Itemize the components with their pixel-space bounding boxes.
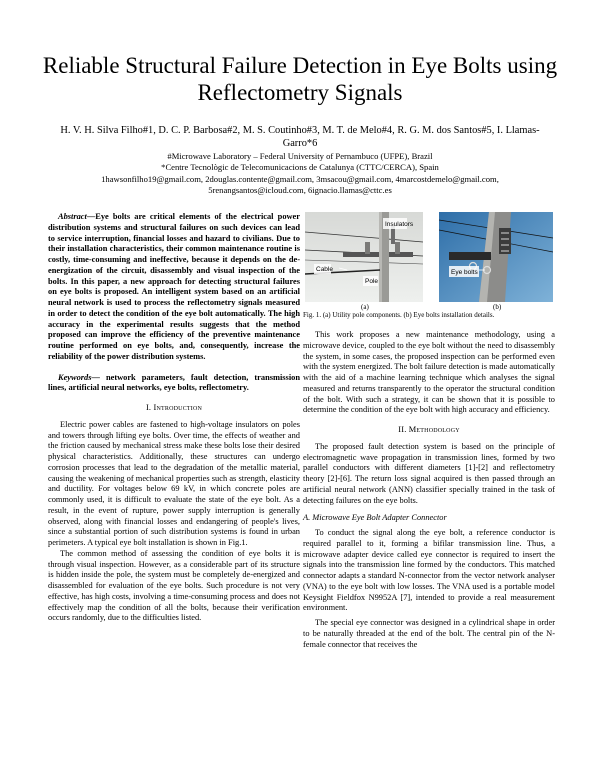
section-heading-introduction: I. Introduction (145, 403, 203, 412)
panel-label-a: (a) (361, 303, 369, 311)
left-column (48, 212, 300, 624)
affiliation-line: *Centre Tecnològic de Telecomunicacions de Catalunya (CTTC/CERCA), Spain (161, 162, 439, 173)
label-eye-bolts: Eye bolts (451, 269, 478, 276)
subsection-heading: A. Microwave Eye Bolt Adapter Connector (303, 513, 447, 523)
section-heading-methodology: II. Methodology (398, 425, 460, 434)
keywords-label: Keywords (58, 372, 92, 382)
paragraph: Electric power cables are fastened to high-voltage insulators on poles and towers through lifting eye bolts. Over time, the effects of weather and the friction caused by mechanical stress make these bolts lose their desired physical characteristics. Additionally, these structures can undergo corrosion processes that lead to the degradation of the metallic material, causing the weakening of mechanical properties such as strength, elasticity and ductility. For voltages below 69 kV, in which concrete poles are commonly used, it is difficult to evaluate the state of the eye bolt. As a result, in the event of rupture, power supply interruption is generally observed, along with financial losses and endangering of people's lives, since a substantial portion of such distribution systems is found in urban perimeters. A typical eye bolt installation is shown in Fig.1. (48, 419, 300, 547)
affiliations (60, 151, 540, 196)
label-pole: Pole (365, 278, 379, 285)
paragraph: This work proposes a new maintenance methodology, using a microwave device, coupled to the eye bolt without the need to disassembly the system, in some cases, the proposed inspection can be performed even with the system energized. The bolt failure detection is made automatically with the aid of a machine learning technique which analyses the signal measured and returns transparently to the operator the structural condition of the bolt. With such a strategy, it can be shown that it is possible to determine the condition of the eye bolt with high accuracy and efficiency. (303, 330, 555, 415)
paragraph: The proposed fault detection system is based on the principle of electromagnetic wave propagation in transmission lines, formed by two parallel conductors with different diameters [1]-[2] and reflectometry theory [2]-[6]. The return loss signal acquired is then passed through an artificial neural network (ANN) classifier specially trained in the task of detecting failures on the eye bolts. (303, 441, 555, 505)
label-cable: Cable (316, 266, 333, 273)
label-insulators: Insulators (385, 221, 414, 228)
paper-title: Reliable Structural Failure Detection in Eye Bolts using Reflectometry Signals (42, 53, 558, 105)
eye-bolts-photo (439, 212, 553, 302)
right-column (303, 212, 555, 650)
panel-label-b: (b) (493, 303, 502, 311)
keywords-text: — network parameters, fault detection, transmission lines, artificial neural networks, eye bolts, reflectometry. (48, 372, 300, 393)
paragraph: The common method of assessing the condition of eye bolts it is through visual inspection. However, as a considerable part of its structure is hidden inside the pole, the system must be completely de-energized and disassembled for evaluation of the eye bolts. Such procedure is not very effective, has high costs, involving a time-consuming process and does not effectively map the condition of all the bolts, because their verification occurs randomly, due to the difficulties listed. (48, 548, 300, 623)
figure-1 (303, 212, 555, 309)
keywords (48, 373, 300, 395)
email-line: 1hawsonfilho19@gmail.com, 2douglas.contente@gmail.com, 3msacou@gmail.com, 4marcostdemelo@gmail.com, (101, 173, 499, 184)
utility-pole-photo (305, 212, 423, 302)
abstract (48, 212, 300, 363)
email-line: 5renangsantos@icloud.com, 6ignacio.llamas@cttc.es (208, 184, 392, 195)
author-list: H. V. H. Silva Filho#1, D. C. P. Barbosa#2, M. S. Coutinho#3, M. T. de Melo#4, R. G. M. dos Santos#5, I. Llamas-Garro*6 (60, 125, 540, 149)
affiliation-line: #Microwave Laboratory – Federal University of Pernambuco (UFPE), Brazil (167, 151, 433, 161)
figure-caption: Fig. 1. (a) Utility pole components. (b) Eye bolts installation details. (303, 311, 495, 319)
abstract-label: Abstract (58, 212, 87, 221)
paragraph: To conduct the signal along the eye bolt, a reference conductor is required parallel to it, forming a bifilar transmission line. Thus, a microwave adapter device called eye connector is required to insert the signals into the transmission line formed by the conductors. This matched connector adapts a standard N-connector from the vector network analyser (VNA) to the eye bolt with low losses. The VNA used is a portable model Keysight Fieldfox N9952A [7], intended to provide a real measurement environment. (303, 528, 555, 613)
abstract-text: —Eye bolts are critical elements of the electrical power distribution systems and structural failures on such devices can lead to service interruption, financial losses and hazard to civilians. Due to their installation characteristics, their common maintenance routine is costly, time-consuming and ineffective, because it depends on the de-energization of the circuit, disassembly and visual inspection of the bolts. In this paper, a new approach for detecting structural failures on eye bolts is proposed. An intelligent system based on an artificial neural network is used to process the reflectometry signals measured in order to detect the condition of the eye bolt automatically. The high accuracy in the experimental results suggests that the method proposed can improve the efficiency of the preventive maintenance routine performed on eye bolts, and, consequently, increase the reliability of the power distribution systems. (48, 212, 300, 361)
paragraph: The special eye connector was designed in a cylindrical shape in order to be naturally threaded at the end of the bolt. The central pin of the N-female connector that receives the (303, 618, 555, 649)
